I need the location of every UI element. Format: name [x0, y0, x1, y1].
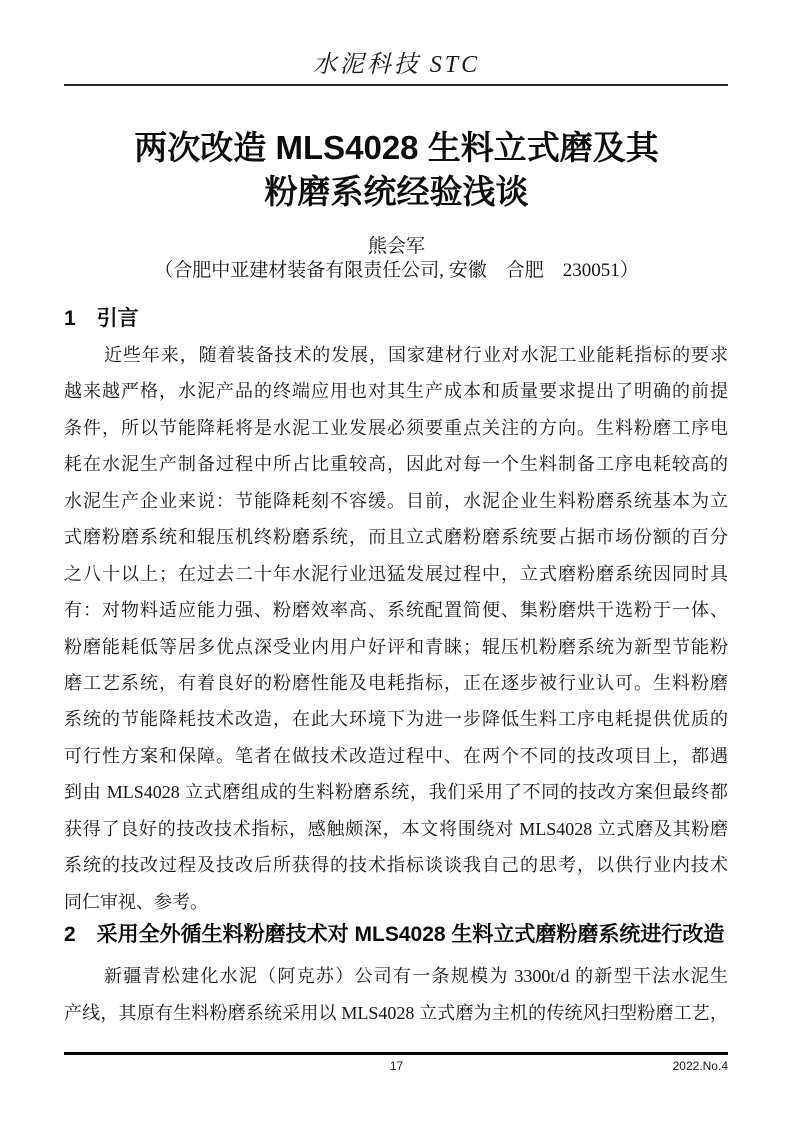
header-rule — [64, 84, 728, 86]
article-title-line-2: 粉磨系统经验浅谈 — [264, 173, 529, 210]
paragraph-line: 有：对物料适应能力强、粉磨效率高、系统配置简便、集粉磨烘干选粉于一体、 — [64, 600, 728, 621]
paragraph-line: 磨工艺系统，有着良好的粉磨性能及电耗指标，正在逐步被行业认可。生料粉磨 — [64, 672, 728, 693]
paragraph-line: 耗在水泥生产制备过程中所占比重较高，因此对每一个生料制备工序电耗较高的 — [64, 454, 728, 475]
paragraph-line: 新疆青松建化水泥（阿克苏）公司有一条规模为 3300t/d 的新型干法水泥生 — [104, 966, 728, 986]
paragraph-line: 条件，所以节能降耗将是水泥工业发展必须要重点关注的方向。生料粉磨工序电 — [64, 417, 728, 438]
paragraph-line: 式磨粉磨系统和辊压机终粉磨系统，而且立式磨粉磨系统要占据市场份额的百分 — [64, 527, 728, 548]
footer-rule — [64, 1052, 728, 1055]
paragraph-line: 粉磨能耗低等居多优点深受业内用户好评和青睐；辊压机粉磨系统为新型节能粉 — [64, 636, 728, 657]
section-2-paragraph — [64, 958, 728, 1032]
section-2-heading: 2 采用全外循生料粉磨技术对 MLS4028 生料立式磨粉磨系统进行改造 — [64, 923, 725, 946]
paragraph-line: 系统的技改过程及技改后所获得的技术指标谈谈我自己的思考，以供行业内技术 — [64, 855, 728, 876]
paragraph-line: 近些年来，随着装备技术的发展，国家建材行业对水泥工业能耗指标的要求 — [104, 345, 728, 365]
author-name: 熊会军 — [367, 236, 425, 257]
paragraph-line: 系统的节能降耗技术改造，在此大环境下为进一步降低生料工序电耗提供优质的 — [64, 709, 728, 730]
paragraph-line: 越来越严格，水泥产品的终端应用也对其生产成本和质量要求提出了明确的前提 — [64, 381, 728, 402]
paragraph-line: 之八十以上；在过去二十年水泥行业迅猛发展过程中，立式磨粉磨系统因同时具 — [64, 563, 728, 584]
journal-header-title: 水泥科技 STC — [312, 52, 481, 78]
paragraph-line: 水泥生产企业来说：节能降耗刻不容缓。目前，水泥企业生料粉磨系统基本为立 — [64, 490, 728, 511]
article-title-line-1: 两次改造 MLS4028 生料立式磨及其 — [134, 129, 659, 166]
paragraph-line: 可行性方案和保障。笔者在做技术改造过程中、在两个不同的技改项目上，都遇 — [64, 745, 728, 766]
page-number: 17 — [389, 1059, 404, 1073]
article-title — [0, 126, 793, 214]
author-affiliation: （合肥中亚建材装备有限责任公司, 安徽 合肥 230051） — [154, 260, 639, 281]
paragraph-line: 同仁审视、参考。 — [64, 891, 208, 912]
section-1-paragraph — [64, 337, 728, 920]
paragraph-line: 获得了良好的技改技术指标，感触颇深，本文将围绕对 MLS4028 立式磨及其粉磨 — [64, 818, 728, 839]
paragraph-line: 到由 MLS4028 立式磨组成的生料粉磨系统，我们采用了不同的技改方案但最终都 — [64, 782, 728, 803]
section-1-heading: 1 引言 — [64, 307, 139, 330]
paragraph-line: 产线，其原有生料粉磨系统采用以 MLS4028 立式磨为主机的传统风扫型粉磨工艺， — [64, 1003, 728, 1023]
issue-label: 2022.No.4 — [672, 1059, 728, 1073]
